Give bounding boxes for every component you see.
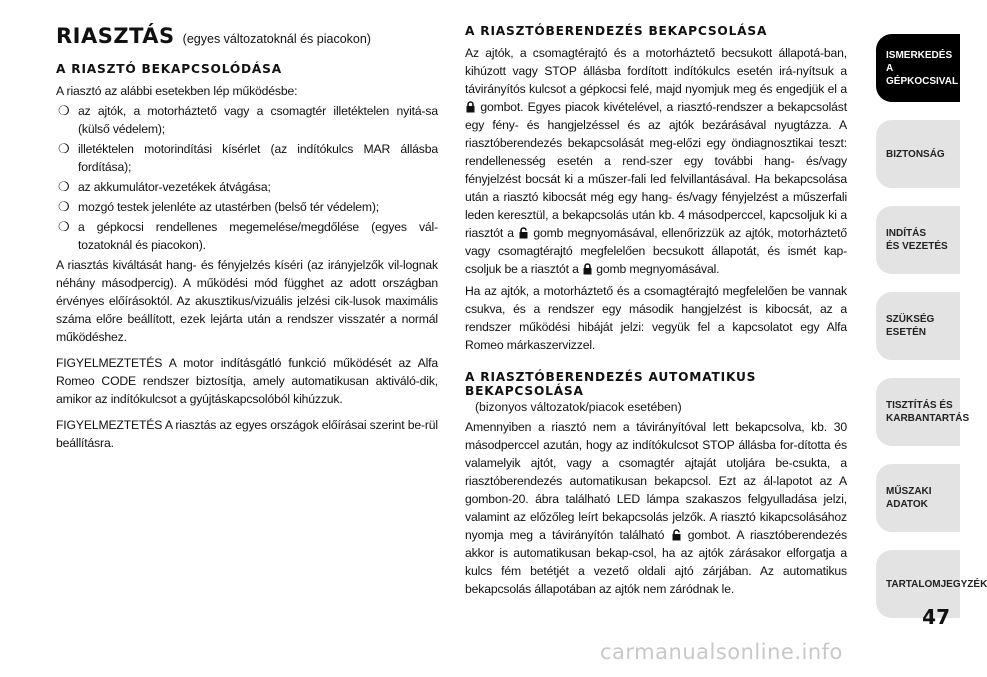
tab-index[interactable]: TARTALOMJEGYZÉK xyxy=(876,550,960,618)
tab-safety[interactable]: BIZTONSÁG xyxy=(876,120,960,188)
auto-subnote: (bizonyos változatok/piacok esetében) xyxy=(475,400,682,414)
circle-bullet-icon: ❍ xyxy=(58,219,70,234)
section-heading-enable: A RIASZTÓBERENDEZÉS BEKAPCSOLÁSA xyxy=(465,24,768,38)
title-note: (egyes változatoknál és piacokon) xyxy=(182,32,371,46)
tab-starting-driving[interactable]: INDÍTÁS ÉS VEZETÉS xyxy=(876,206,960,274)
unlock-icon xyxy=(672,529,681,541)
left-column xyxy=(56,24,438,452)
alarm-signal-paragraph: A riasztás kiváltását hang- és fényjelzés kíséri (az irányjelzők vil-lognak néhány másodpercig). A működési mód függhet az adott országban érvényes előírásoktól. Az akusztikus/vizuális jelzési cik-lusok maximális száma előre beállított, ezek lejárta után a rendszer visszatér a normál működéshez. xyxy=(56,258,438,344)
circle-bullet-icon: ❍ xyxy=(58,103,70,118)
circle-bullet-icon: ❍ xyxy=(58,179,70,194)
tab-technical-data[interactable]: MŰSZAKI ADATOK xyxy=(876,464,960,532)
list-item: ❍ illetéktelen motorindítási kísérlet (az indítókulcs MAR állásba fordítása); xyxy=(58,141,438,174)
tab-getting-to-know[interactable]: ISMERKEDÉS A GÉPKOCSIVAL xyxy=(876,34,960,102)
list-item: ❍ az akkumulátor-vezetékek átvágása; xyxy=(58,179,271,194)
page-number: 47 xyxy=(922,605,950,629)
list-item: ❍ mozgó testek jelenléte az utastérben (belső tér védelem); xyxy=(58,199,380,214)
list-item: ❍ az ajtók, a motorháztető vagy a csomagtér illetéktelen nyitá-sa (külső védelem); xyxy=(58,103,438,136)
intro-text: A riasztó az alábbi esetekben lép működésbe: xyxy=(56,84,298,98)
tab-emergency[interactable]: SZÜKSÉG ESETÉN xyxy=(876,292,960,360)
tab-maintenance[interactable]: TISZTÍTÁS ÉS KARBANTARTÁS xyxy=(876,378,960,446)
enable-paragraph: Az ajtók, a csomagtérajtó és a motorháztető becsukott állapotá-ban, kihúzott vagy STOP állásba fordított indítókulcs esetén irá-nyítsuk a távirányítós kulcsot a gépkocsi felé, majd nyomjuk meg és engedjük el a gombot. Egyes piacok kivételével, a riasztó-rendszer a bekapcsolást egy fény- és hangjelzéssel és az ajtók bezárásával nyugtázza. A riasztóberendezés bekapcsolását meg-előzi egy öndiagnosztikai teszt: rendellenesség esetén a rend-szer egy további hang- és/vagy fényjelzést bocsát ki a műszer-fali led felvillantásával. Ha bekapcsolása után a riasztó kibocsát még egy hang- és/vagy fényjelzést a műszerfali leden keresztül, a bekapcsolás után kb. 4 másodperccel, kapcsoljuk ki a riasztót a gomb megnyomásával, ellenőrizzük az ajtók, motorháztető vagy csomagtérajtó megfelelően becsukott állapotát, és ismét kap-csoljuk be a riasztót a gomb megnyomásával. xyxy=(465,46,847,276)
section-heading-auto: A RIASZTÓBERENDEZÉS AUTOMATIKUS BEKAPCSOLÁSA xyxy=(465,370,757,398)
warning-paragraph-1: FIGYELMEZTETÉS A motor indításgátló funkció működését az Alfa Romeo CODE rendszer biztosítja, amely automatikusan aktiváló-dik, amikor az indítókulcsot a gyújtáskapcsolóból kihúzzuk. xyxy=(56,356,438,406)
unlock-icon xyxy=(519,227,528,239)
lock-icon xyxy=(583,263,592,275)
circle-bullet-icon: ❍ xyxy=(58,199,70,214)
circle-bullet-icon: ❍ xyxy=(58,141,70,156)
page-title: RIASZTÁS (egyes változatoknál és piacokon) xyxy=(56,24,371,48)
right-column xyxy=(465,24,847,598)
auto-paragraph: Amennyiben a riasztó nem a távirányítóval lett bekapcsolva, kb. 30 másodperccel azután, hogy az indítókulcsot STOP állásba for-dította és valamelyik ajtót, vagy a csomagtér ajtaját utoljára be-csukta, a riasztóberendezés automatikusan bekapcsol. Ezt az ál-lapotot az A gombon-20. ábra található LED lámpa szakaszos felgyulladása jelzi, valamint az előzőleg leírt bekapcsolás jelzők. A riasztó kikapcsolásához nyomja meg a távirányítón található gombot. A riasztóberendezés akkor is automatikusan bekap-csol, ha az ajtók zárásakor elforgatja a kulcs fém betétjét a vezető oldali ajtó zárjában. Az automatikus bekapcsolás állapotában az ajtók nem záródnak le. xyxy=(465,420,847,596)
watermark: carmanualsonline.info xyxy=(600,640,843,664)
chapter-sidebar xyxy=(864,0,987,677)
trigger-list xyxy=(56,102,438,254)
lock-icon xyxy=(466,101,475,113)
warning-paragraph-2: FIGYELMEZTETÉS A riasztás az egyes országok előírásai szerint be-rül beállításra. xyxy=(56,418,438,450)
section-heading-activation: A RIASZTÓ BEKAPCSOLÓDÁSA xyxy=(56,62,282,76)
list-item: ❍ a gépkocsi rendellenes megemelése/megdőlése (egyes vál-tozatoknál és piacokon). xyxy=(58,219,438,252)
fault-paragraph: Ha az ajtók, a motorháztető és a csomagtérajtó megfelelően be vannak csukva, és a rendszer egy második hangjelzést is kibocsát, az a rendszer működési hibáját jelzi: vegyük fel a kapcsolatot egy Alfa Romeo márkaszervizzel. xyxy=(465,284,847,352)
